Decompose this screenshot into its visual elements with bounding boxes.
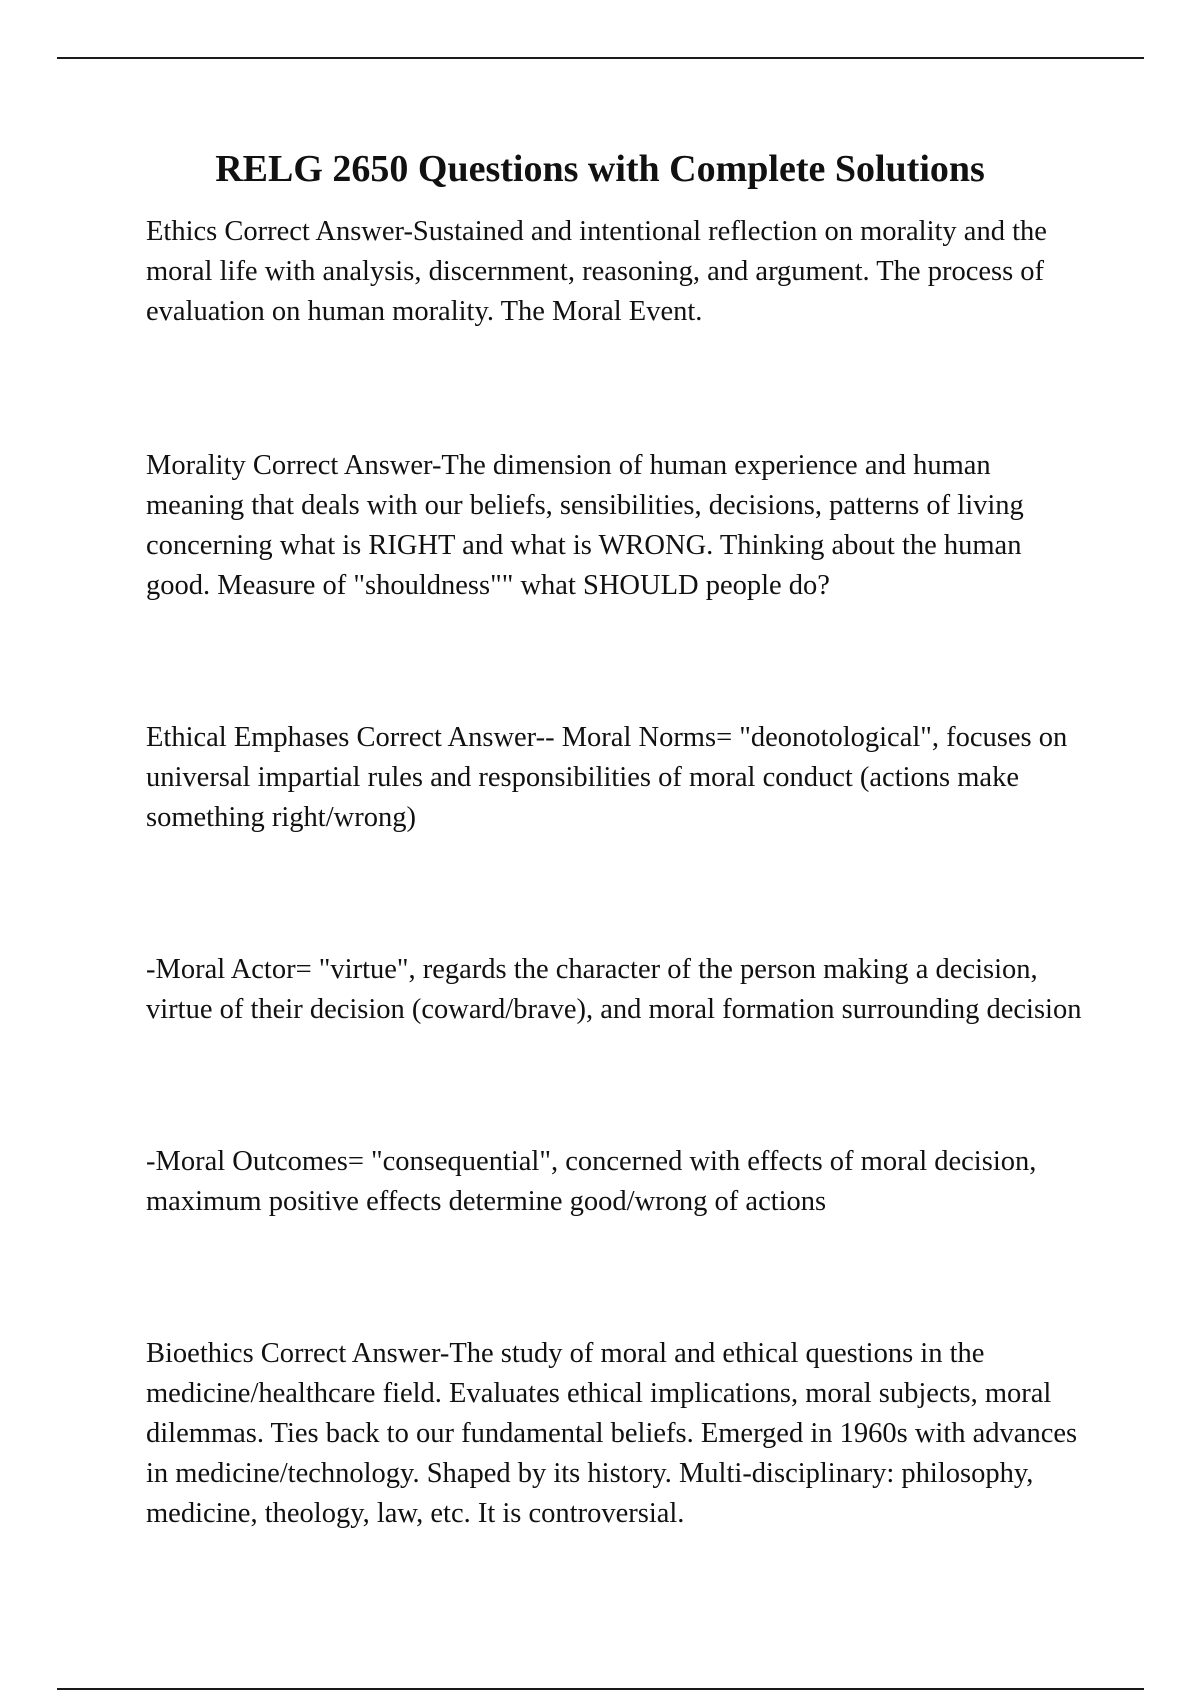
paragraph-moral-actor: -Moral Actor= "virtue", regards the character of the person making a decision, virtue of their decision (coward/brave), and moral formation surrounding decision — [146, 954, 1082, 1025]
paragraph-ethical-emphases: Ethical Emphases Correct Answer-- Moral Norms= "deonotological", focuses on universal impartial rules and responsibilities of moral conduct (actions make something right/wrong) — [146, 722, 1068, 833]
header-rule — [57, 57, 1144, 59]
paragraph-bioethics: Bioethics Correct Answer-The study of moral and ethical questions in the medicine/healthcare field. Evaluates ethical implications, moral subjects, moral dilemmas. Ties back to our fundamental beliefs. Emerged in 1960s with advances in medicine/technology. Shaped by its history. Multi-disciplinary: philosophy, medicine, theology, law, etc. It is controversial. — [146, 1338, 1078, 1529]
footer-rule — [57, 1688, 1144, 1690]
paragraph-ethics: Ethics Correct Answer-Sustained and intentional reflection on morality and the moral life with analysis, discernment, reasoning, and argument. The process of evaluation on human morality. The Moral Event. — [146, 216, 1047, 327]
page-title: RELG 2650 Questions with Complete Solutions — [215, 148, 985, 190]
document-body — [146, 212, 1086, 1646]
paragraph-moral-outcomes: -Moral Outcomes= "consequential", concerned with effects of moral decision, maximum positive effects determine good/wrong of actions — [146, 1146, 1037, 1217]
paragraph-morality: Morality Correct Answer-The dimension of human experience and human meaning that deals with our beliefs, sensibilities, decisions, patterns of living concerning what is RIGHT and what is WRONG. Thinking about the human good. Measure of "shouldness"" what SHOULD people do? — [146, 450, 1024, 601]
